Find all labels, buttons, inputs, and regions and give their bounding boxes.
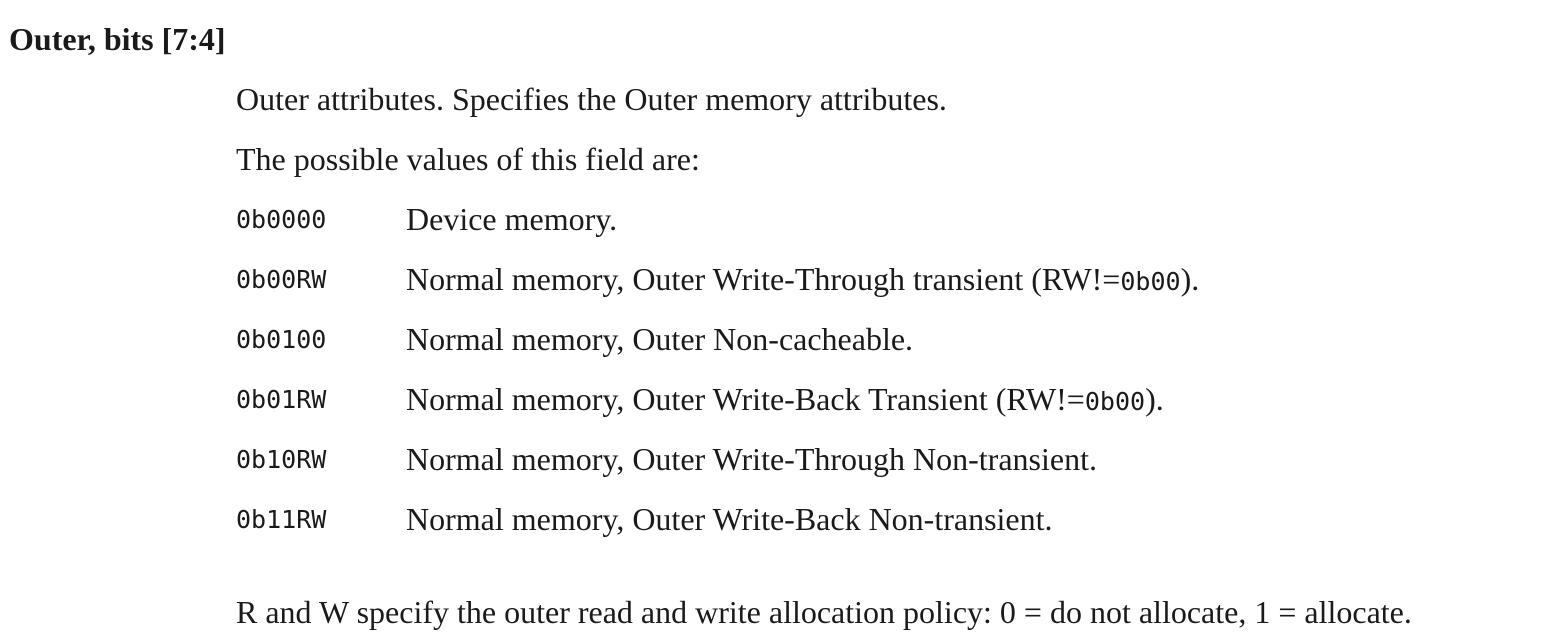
value-row-0b00RW — [236, 259, 1556, 299]
value-row-0b11RW — [236, 499, 1556, 539]
possible-values-intro: The possible values of this field are: — [236, 141, 700, 177]
value-description: Normal memory, Outer Write-Through Non-transient. — [406, 441, 1097, 477]
value-description: Normal memory, Outer Write-Through transient (RW!=0b00). — [406, 261, 1200, 297]
value-row-0b01RW — [236, 379, 1556, 419]
allocation-policy-note: R and W specify the outer read and write allocation policy: 0 = do not allocate, 1 = allocate. — [236, 594, 1412, 630]
intro-text: Outer attributes. Specifies the Outer memory attributes. — [236, 81, 947, 117]
value-description: Normal memory, Outer Write-Back Transient (RW!=0b00). — [406, 381, 1164, 417]
value-code: 0b0000 — [236, 205, 327, 234]
value-row-0b10RW — [236, 439, 1556, 479]
value-code: 0b0100 — [236, 325, 327, 354]
value-description: Normal memory, Outer Write-Back Non-transient. — [406, 501, 1053, 537]
value-row-0b0000 — [236, 199, 1556, 239]
value-description: Normal memory, Outer Non-cacheable. — [406, 321, 914, 357]
value-row-0b0100 — [236, 319, 1556, 359]
section-heading: Outer, bits [7:4] — [9, 21, 226, 57]
value-code: 0b11RW — [236, 505, 327, 534]
inline-code: 0b00 — [1120, 267, 1181, 296]
value-description: Device memory. — [406, 201, 618, 237]
inline-code: 0b00 — [1084, 387, 1146, 416]
value-code: 0b10RW — [236, 445, 327, 474]
value-code: 0b01RW — [236, 385, 327, 414]
value-code: 0b00RW — [236, 265, 327, 294]
